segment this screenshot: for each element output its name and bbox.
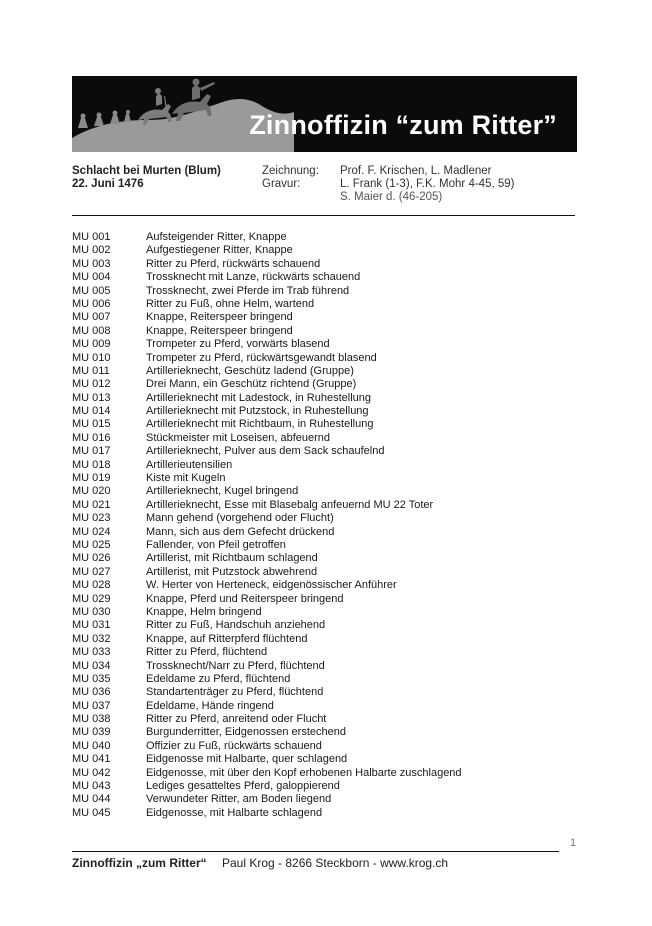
list-item — [72, 445, 462, 458]
item-description: Ritter zu Fuß, Handschuh anziehend — [146, 619, 326, 632]
item-description: Trossknecht, zwei Pferde im Trab führend — [146, 284, 350, 297]
list-item — [72, 780, 462, 793]
list-item — [72, 418, 462, 431]
list-item — [72, 793, 462, 806]
item-description: Burgunderritter, Eidgenossen erstechend — [146, 726, 346, 739]
item-code: MU 032 — [72, 632, 111, 645]
list-item — [72, 552, 462, 565]
item-description: Standartenträger zu Pferd, flüchtend — [146, 686, 324, 699]
item-description: Mann gehend (vorgehend oder Flucht) — [146, 512, 334, 525]
list-item — [72, 673, 462, 686]
item-description: Verwundeter Ritter, am Boden liegend — [146, 793, 332, 806]
footer — [72, 856, 448, 870]
item-description: Artillerieutensilien — [146, 458, 233, 471]
item-description: Lediges gesatteltes Pferd, galoppierend — [146, 780, 340, 793]
item-code: MU 021 — [72, 498, 111, 511]
list-item — [72, 378, 462, 391]
item-code: MU 020 — [72, 485, 111, 498]
header-divider — [72, 215, 575, 216]
item-description: Artillerieknecht mit Ladestock, in Ruhestellung — [146, 391, 372, 404]
item-code: MU 030 — [72, 605, 111, 618]
item-description: Trossknecht/Narr zu Pferd, flüchtend — [146, 659, 325, 672]
item-description: Ritter zu Pferd, flüchtend — [146, 646, 268, 659]
item-description: Edeldame, Hände ringend — [146, 699, 274, 712]
drawing-label: Zeichnung: — [262, 165, 319, 177]
item-code: MU 009 — [72, 338, 111, 351]
item-code: MU 027 — [72, 565, 111, 578]
item-code: MU 040 — [72, 739, 111, 752]
item-code: MU 028 — [72, 579, 111, 592]
item-code: MU 026 — [72, 552, 111, 565]
engraving-credit-extra: S. Maier d. (46-205) — [340, 191, 443, 203]
list-item — [72, 686, 462, 699]
list-item — [72, 298, 462, 311]
battle-info — [72, 165, 221, 191]
list-item — [72, 311, 462, 324]
list-item — [72, 392, 462, 405]
list-item — [72, 566, 462, 579]
item-description: Knappe, Helm bringend — [146, 605, 262, 618]
list-item — [72, 405, 462, 418]
battle-date: 22. Juni 1476 — [72, 178, 144, 190]
item-code: MU 012 — [72, 378, 111, 391]
item-code: MU 041 — [72, 753, 111, 766]
item-code: MU 037 — [72, 699, 111, 712]
item-description: Artillerist, mit Putzstock abwehrend — [146, 565, 318, 578]
item-description: Kiste mit Kugeln — [146, 472, 226, 485]
list-item — [72, 633, 462, 646]
item-code: MU 039 — [72, 726, 111, 739]
item-code: MU 003 — [72, 257, 111, 270]
list-item — [72, 767, 462, 780]
item-description: Knappe, Reiterspeer bringend — [146, 311, 293, 324]
item-description: Knappe, auf Ritterpferd flüchtend — [146, 632, 308, 645]
list-item — [72, 244, 462, 257]
list-item — [72, 807, 462, 820]
list-item — [72, 459, 462, 472]
item-description: Artillerieknecht mit Putzstock, in Ruhestellung — [146, 405, 369, 418]
item-description: Knappe, Reiterspeer bringend — [146, 324, 293, 337]
footer-brand: Zinnoffizin „zum Ritter“ — [72, 856, 207, 870]
item-code: MU 035 — [72, 672, 111, 685]
item-description: Ritter zu Pferd, anreitend oder Flucht — [146, 713, 327, 726]
item-description: Knappe, Pferd und Reiterspeer bringend — [146, 592, 344, 605]
item-description: Artillerist, mit Richtbaum schlagend — [146, 552, 318, 565]
item-code: MU 031 — [72, 619, 111, 632]
item-code: MU 010 — [72, 351, 111, 364]
item-code: MU 008 — [72, 324, 111, 337]
banner-title: Zinnoffizin “zum Ritter” — [249, 110, 557, 140]
item-code: MU 033 — [72, 646, 111, 659]
list-item — [72, 499, 462, 512]
list-item — [72, 338, 462, 351]
item-description: Offizier zu Fuß, rückwärts schauend — [146, 739, 322, 752]
list-item — [72, 593, 462, 606]
item-description: Fallender, von Pfeil getroffen — [146, 538, 286, 551]
list-item — [72, 700, 462, 713]
item-code: MU 044 — [72, 793, 111, 806]
item-description: Artillerieknecht, Geschütz ladend (Gruppe) — [146, 364, 354, 377]
list-item — [72, 271, 462, 284]
item-description: Ritter zu Pferd, rückwärts schauend — [146, 257, 321, 270]
list-item — [72, 753, 462, 766]
item-description: W. Herter von Herteneck, eidgenössischer Anführer — [146, 579, 397, 592]
item-description: Aufsteigender Ritter, Knappe — [146, 231, 287, 243]
item-description: Edeldame zu Pferd, flüchtend — [146, 672, 291, 685]
item-description: Eidgenosse, mit über den Kopf erhobenen Halbarte zuschlagend — [146, 766, 462, 779]
item-code: MU 002 — [72, 244, 111, 257]
item-code: MU 023 — [72, 512, 111, 525]
list-item — [72, 539, 462, 552]
item-code: MU 016 — [72, 431, 111, 444]
engraving-credit: L. Frank (1-3), F.K. Mohr 4-45, 59) — [340, 178, 515, 190]
item-code: MU 025 — [72, 538, 111, 551]
battle-name: Schlacht bei Murten (Blum) — [72, 165, 221, 177]
credit-values — [340, 165, 514, 204]
item-description: Aufgestiegener Ritter, Knappe — [146, 244, 293, 257]
list-item — [72, 606, 462, 619]
item-code: MU 001 — [72, 231, 111, 243]
page-number: 1 — [570, 837, 577, 849]
item-description: Stückmeister mit Loseisen, abfeuernd — [146, 431, 331, 444]
header-banner — [72, 76, 577, 152]
list-item — [72, 285, 462, 298]
list-item — [72, 740, 462, 753]
item-code: MU 006 — [72, 297, 111, 310]
footer-address: Paul Krog - 8266 Steckborn - www.krog.ch — [222, 856, 449, 870]
item-code: MU 013 — [72, 391, 111, 404]
list-item — [72, 325, 462, 338]
item-code: MU 024 — [72, 525, 111, 538]
list-item — [72, 432, 462, 445]
figure-list — [72, 231, 462, 820]
item-description: Trompeter zu Pferd, rückwärtsgewandt blasend — [146, 351, 377, 364]
list-item — [72, 619, 462, 632]
list-item — [72, 365, 462, 378]
item-code: MU 043 — [72, 780, 111, 793]
item-code: MU 019 — [72, 472, 111, 485]
item-description: Eidgenosse mit Halbarte, quer schlagend — [146, 753, 348, 766]
list-item — [72, 726, 462, 739]
list-item — [72, 526, 462, 539]
item-description: Mann, sich aus dem Gefecht drückend — [146, 525, 335, 538]
item-code: MU 014 — [72, 405, 111, 418]
item-code: MU 034 — [72, 659, 111, 672]
item-code: MU 011 — [72, 364, 110, 377]
item-code: MU 007 — [72, 311, 111, 324]
item-description: Drei Mann, ein Geschütz richtend (Gruppe) — [146, 378, 357, 391]
item-code: MU 018 — [72, 458, 111, 471]
item-description: Artillerieknecht, Esse mit Blasebalg anfeuernd MU 22 Toter — [146, 498, 434, 511]
item-description: Artillerieknecht, Pulver aus dem Sack schaufelnd — [146, 445, 385, 458]
list-item — [72, 485, 462, 498]
item-code: MU 005 — [72, 284, 111, 297]
footer-divider — [72, 851, 559, 852]
item-description: Trossknecht mit Lanze, rückwärts schauend — [146, 271, 361, 284]
list-item — [72, 646, 462, 659]
item-code: MU 036 — [72, 686, 111, 699]
list-item — [72, 660, 462, 673]
item-code: MU 029 — [72, 592, 111, 605]
item-code: MU 017 — [72, 445, 111, 458]
item-description: Eidgenosse, mit Halbarte schlagend — [146, 806, 323, 819]
list-item — [72, 579, 462, 592]
item-code: MU 015 — [72, 418, 111, 431]
item-description: Ritter zu Fuß, ohne Helm, wartend — [146, 297, 315, 310]
item-code: MU 045 — [72, 806, 111, 819]
credit-labels — [262, 165, 319, 191]
item-description: Artillerieknecht mit Richtbaum, in Ruhestellung — [146, 418, 374, 431]
item-description: Trompeter zu Pferd, vorwärts blasend — [146, 338, 330, 351]
list-item — [72, 713, 462, 726]
drawing-credit: Prof. F. Krischen, L. Madlener — [340, 165, 492, 177]
item-code: MU 038 — [72, 713, 111, 726]
item-code: MU 004 — [72, 271, 111, 284]
item-description: Artillerieknecht, Kugel bringend — [146, 485, 299, 498]
list-item — [72, 472, 462, 485]
list-item — [72, 512, 462, 525]
list-item — [72, 258, 462, 271]
item-code: MU 042 — [72, 766, 111, 779]
list-item — [72, 231, 462, 244]
list-item — [72, 352, 462, 365]
engraving-label: Gravur: — [262, 178, 301, 190]
